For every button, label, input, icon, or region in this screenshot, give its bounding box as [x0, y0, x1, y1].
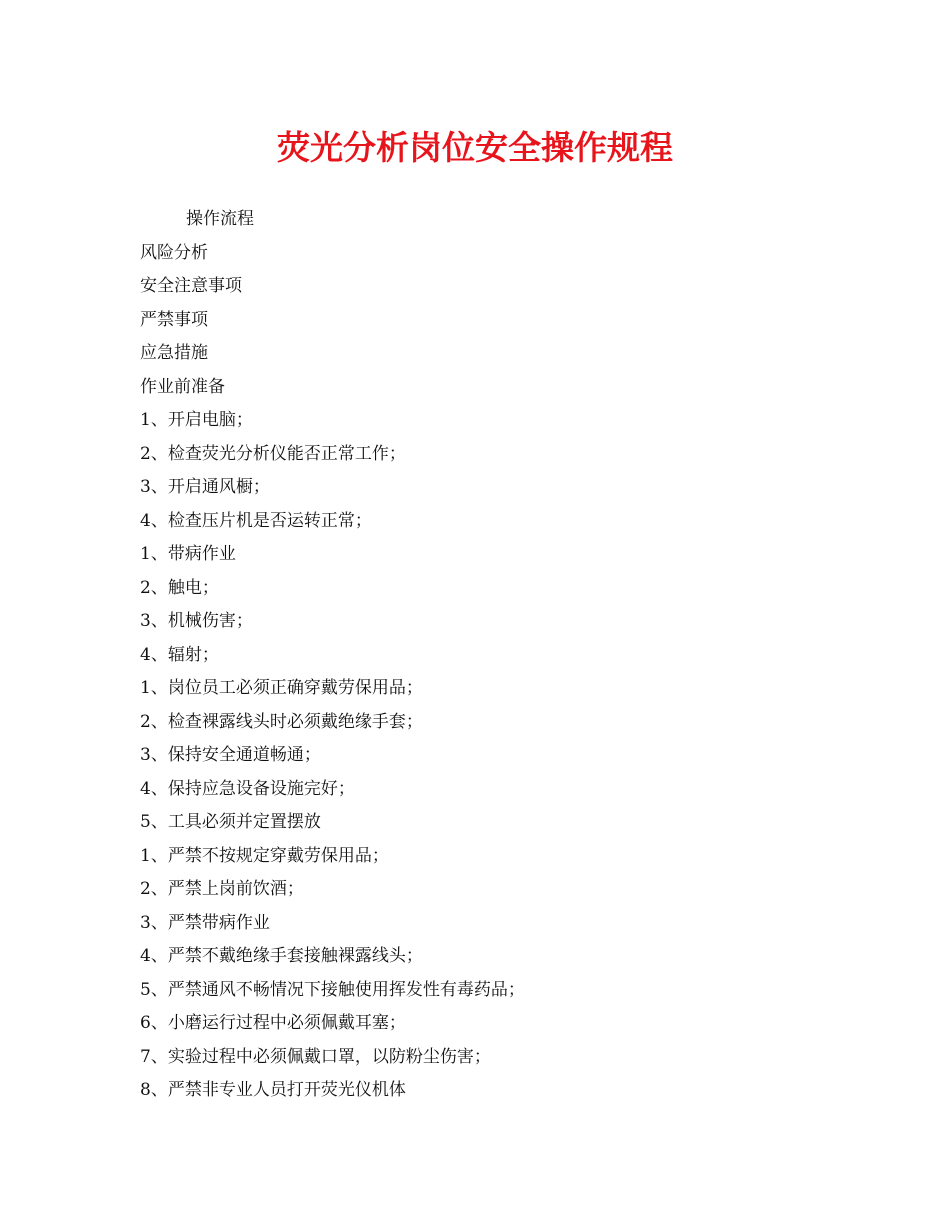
body-line: 操作流程	[186, 209, 254, 229]
body-line: 作业前准备	[140, 376, 225, 397]
body-line: 2、严禁上岗前饮酒；	[140, 879, 304, 899]
body-line: 1、带病作业	[140, 544, 236, 564]
body-line: 1、岗位员工必须正确穿戴劳保用品；	[140, 678, 423, 698]
body-line: 安全注意事项	[140, 276, 242, 296]
body-line: 3、开启通风橱；	[140, 477, 270, 497]
body-line: 3、保持安全通道畅通；	[140, 745, 321, 765]
body-line: 4、辐射；	[140, 644, 219, 665]
document-body	[140, 203, 860, 1108]
body-line: 1、开启电脑；	[140, 410, 253, 430]
body-line: 6、小磨运行过程中必须佩戴耳塞；	[140, 1013, 406, 1033]
body-line: 应急措施	[140, 343, 208, 363]
body-line: 4、保持应急设备设施完好；	[140, 778, 355, 799]
body-line: 8、严禁非专业人员打开荧光仪机体	[140, 1080, 406, 1100]
body-line: 严禁事项	[140, 309, 208, 330]
document-title: 荧光分析岗位安全操作规程	[277, 128, 673, 167]
body-line: 1、严禁不按规定穿戴劳保用品；	[140, 845, 389, 866]
body-line: 2、触电；	[140, 577, 219, 598]
body-line: 5、工具必须并定置摆放	[140, 812, 321, 832]
body-line: 2、检查裸露线头时必须戴绝缘手套；	[140, 711, 423, 732]
body-line: 风险分析	[140, 242, 208, 263]
body-line: 5、严禁通风不畅情况下接触使用挥发性有毒药品；	[140, 979, 525, 1000]
body-line: 4、严禁不戴绝缘手套接触裸露线头；	[140, 946, 423, 966]
body-line: 3、严禁带病作业	[140, 912, 270, 933]
body-line: 3、机械伤害；	[140, 611, 253, 631]
body-line: 7、实验过程中必须佩戴口罩，以防粉尘伤害；	[140, 1046, 491, 1067]
body-line: 4、检查压片机是否运转正常；	[140, 510, 372, 531]
body-line: 2、检查荧光分析仪能否正常工作；	[140, 443, 406, 464]
